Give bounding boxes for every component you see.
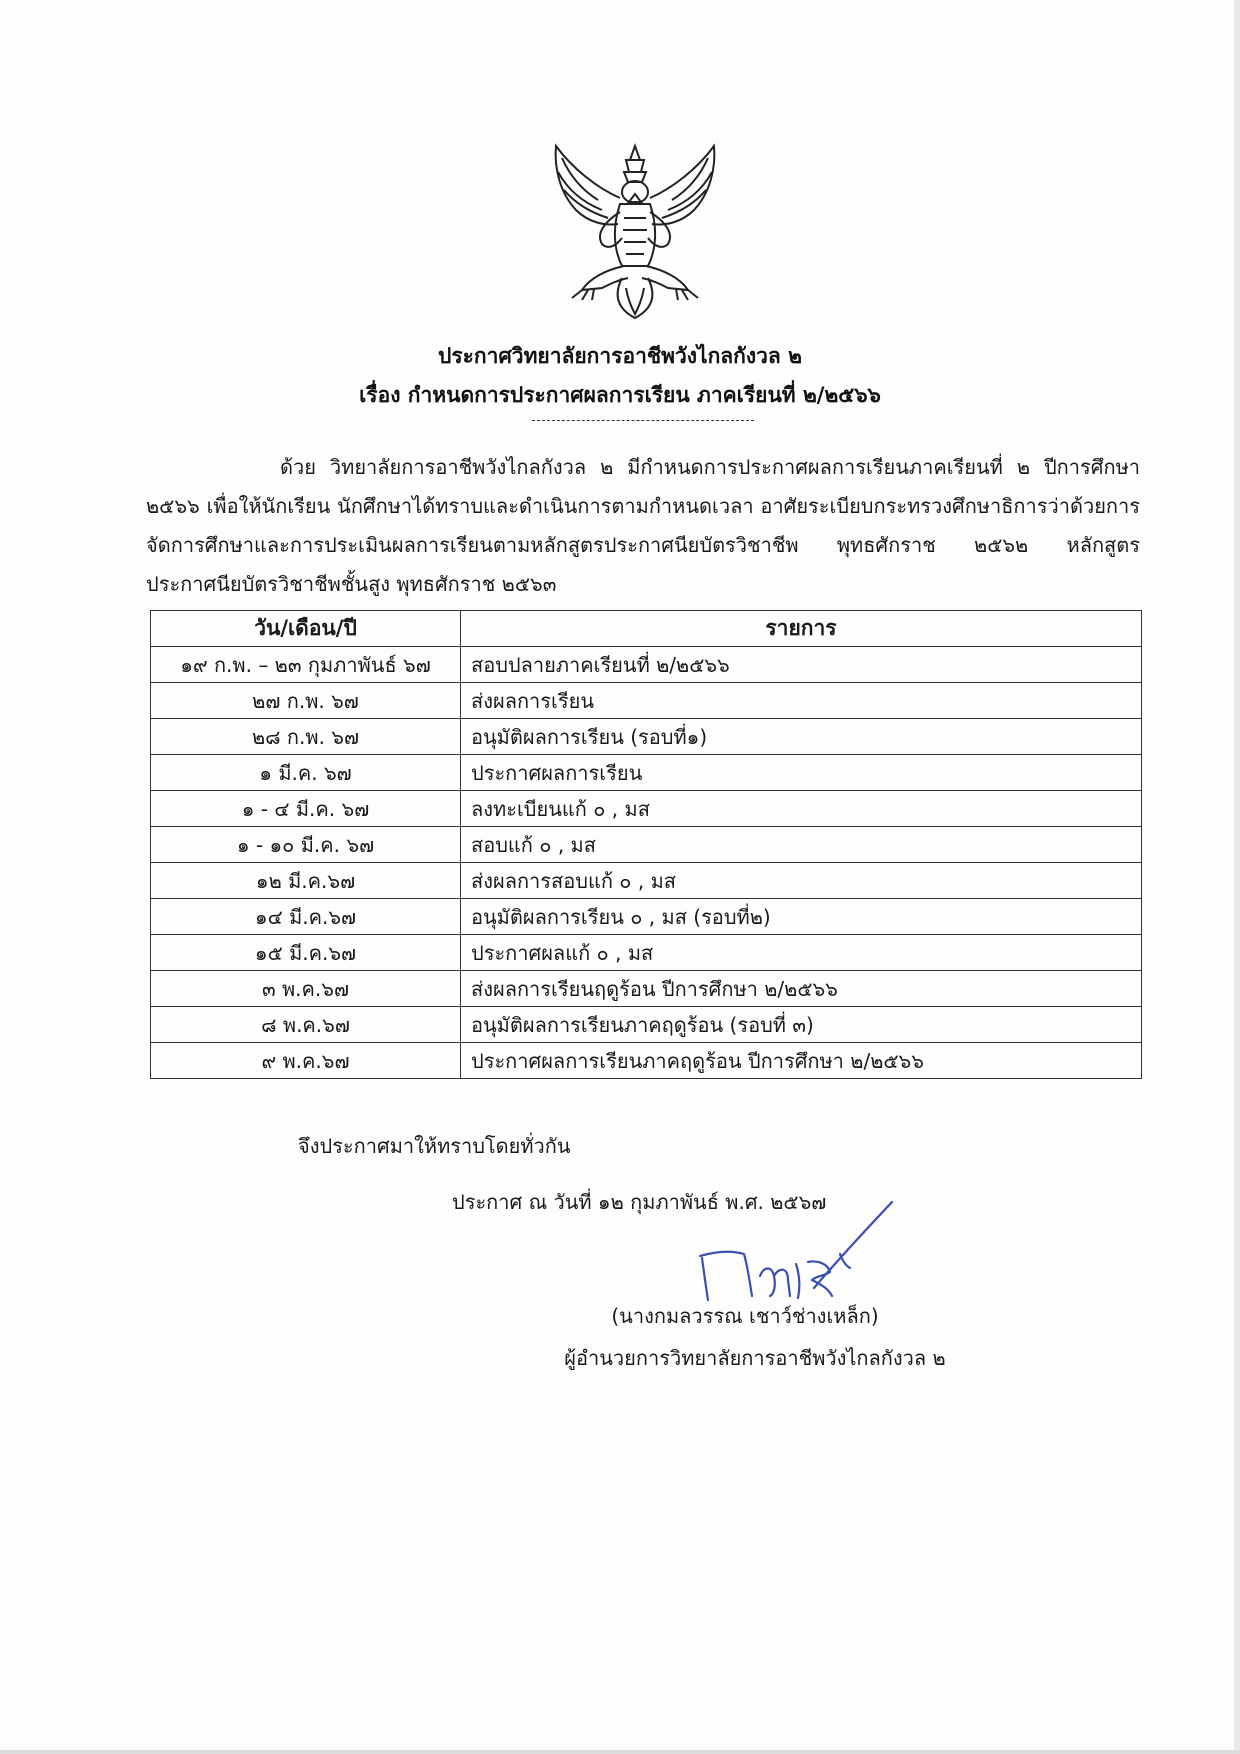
row-date: ๑ - ๔ มี.ค. ๖๗ bbox=[151, 791, 461, 827]
row-date: ๑๒ มี.ค.๖๗ bbox=[151, 863, 461, 899]
table-header-row bbox=[151, 611, 1142, 647]
announcement-title: ประกาศวิทยาลัยการอาชีพวังไกลกังวล ๒ bbox=[438, 344, 802, 368]
row-item: สอบปลายภาคเรียนที่ ๒/๒๕๖๖ bbox=[461, 647, 1142, 683]
table-row bbox=[151, 755, 1142, 791]
signer-position: ผู้อำนวยการวิทยาลัยการอาชีพวังไกลกังวล ๒ bbox=[564, 1346, 946, 1370]
row-date: ๑๙ ก.พ. – ๒๓ กุมภาพันธ์ ๖๗ bbox=[151, 647, 461, 683]
garuda-emblem-icon bbox=[542, 138, 728, 324]
row-item: ประกาศผลแก้ ๐ , มส bbox=[461, 935, 1142, 971]
row-item: ประกาศผลการเรียนภาคฤดูร้อน ปีการศึกษา ๒/๒๕๖๖ bbox=[461, 1043, 1142, 1079]
table-row bbox=[151, 719, 1142, 755]
column-header-date: วัน/เดือน/ปี bbox=[151, 611, 461, 647]
row-item: ส่งผลการเรียนฤดูร้อน ปีการศึกษา ๒/๒๕๖๖ bbox=[461, 971, 1142, 1007]
row-item: ลงทะเบียนแก้ ๐ , มส bbox=[461, 791, 1142, 827]
row-item: ส่งผลการสอบแก้ ๐ , มส bbox=[461, 863, 1142, 899]
table-row bbox=[151, 647, 1142, 683]
row-date: ๑๔ มี.ค.๖๗ bbox=[151, 899, 461, 935]
announcement-paragraph bbox=[146, 448, 1140, 604]
row-date: ๙ พ.ค.๖๗ bbox=[151, 1043, 461, 1079]
table-row bbox=[151, 971, 1142, 1007]
row-date: ๑๕ มี.ค.๖๗ bbox=[151, 935, 461, 971]
row-item: อนุมัติผลการเรียน (รอบที่๑) bbox=[461, 719, 1142, 755]
table-row bbox=[151, 899, 1142, 935]
title-divider bbox=[532, 420, 754, 421]
closing-statement: จึงประกาศมาให้ทราบโดยทั่วกัน bbox=[298, 1134, 571, 1158]
table-row bbox=[151, 683, 1142, 719]
table-row bbox=[151, 1007, 1142, 1043]
table-row bbox=[151, 863, 1142, 899]
row-date: ๒๘ ก.พ. ๖๗ bbox=[151, 719, 461, 755]
table-row bbox=[151, 791, 1142, 827]
signer-name: (นางกมลวรรณ เชาว์ช่างเหล็ก) bbox=[611, 1304, 879, 1328]
table-row bbox=[151, 935, 1142, 971]
scan-edge-right bbox=[1234, 0, 1240, 1754]
column-header-item: รายการ bbox=[461, 611, 1142, 647]
announcement-date: ประกาศ ณ วันที่ ๑๒ กุมภาพันธ์ พ.ศ. ๒๕๖๗ bbox=[452, 1190, 827, 1214]
announcement-subject: เรื่อง กำหนดการประกาศผลการเรียน ภาคเรียนที่ ๒/๒๕๖๖ bbox=[359, 383, 881, 407]
row-date: ๑ มี.ค. ๖๗ bbox=[151, 755, 461, 791]
table-row bbox=[151, 1043, 1142, 1079]
row-date: ๘ พ.ค.๖๗ bbox=[151, 1007, 461, 1043]
row-date: ๓ พ.ค.๖๗ bbox=[151, 971, 461, 1007]
table-row bbox=[151, 827, 1142, 863]
row-item: สอบแก้ ๐ , มส bbox=[461, 827, 1142, 863]
row-item: ประกาศผลการเรียน bbox=[461, 755, 1142, 791]
row-item: อนุมัติผลการเรียน ๐ , มส (รอบที่๒) bbox=[461, 899, 1142, 935]
handwritten-signature bbox=[690, 1196, 900, 1306]
row-date: ๑ - ๑๐ มี.ค. ๖๗ bbox=[151, 827, 461, 863]
row-date: ๒๗ ก.พ. ๖๗ bbox=[151, 683, 461, 719]
row-item: ส่งผลการเรียน bbox=[461, 683, 1142, 719]
row-item: อนุมัติผลการเรียนภาคฤดูร้อน (รอบที่ ๓) bbox=[461, 1007, 1142, 1043]
schedule-table bbox=[150, 610, 1142, 1079]
paragraph-text: ด้วย วิทยาลัยการอาชีพวังไกลกังวล ๒ มีกำหนดการประกาศผลการเรียนภาคเรียนที่ ๒ ปีการศึกษา ๒๕๖๖ เพื่อให้นักเรียน นักศึกษาได้ทราบและดำเนินการตามกำหนดเวลา อาศัยระเบียบกระทรวงศึกษาธิการว่าด้วยการจัดการศึกษาและการประเมินผลการเรียนตามหลักสูตรประกาศนียบัตรวิชาชีพ พุทธศักราช ๒๕๖๒ หลักสูตรประกาศนียบัตรวิชาชีพชั้นสูง พุทธศักราช ๒๕๖๓ bbox=[146, 455, 1140, 596]
scan-edge-bottom bbox=[0, 1750, 1240, 1754]
